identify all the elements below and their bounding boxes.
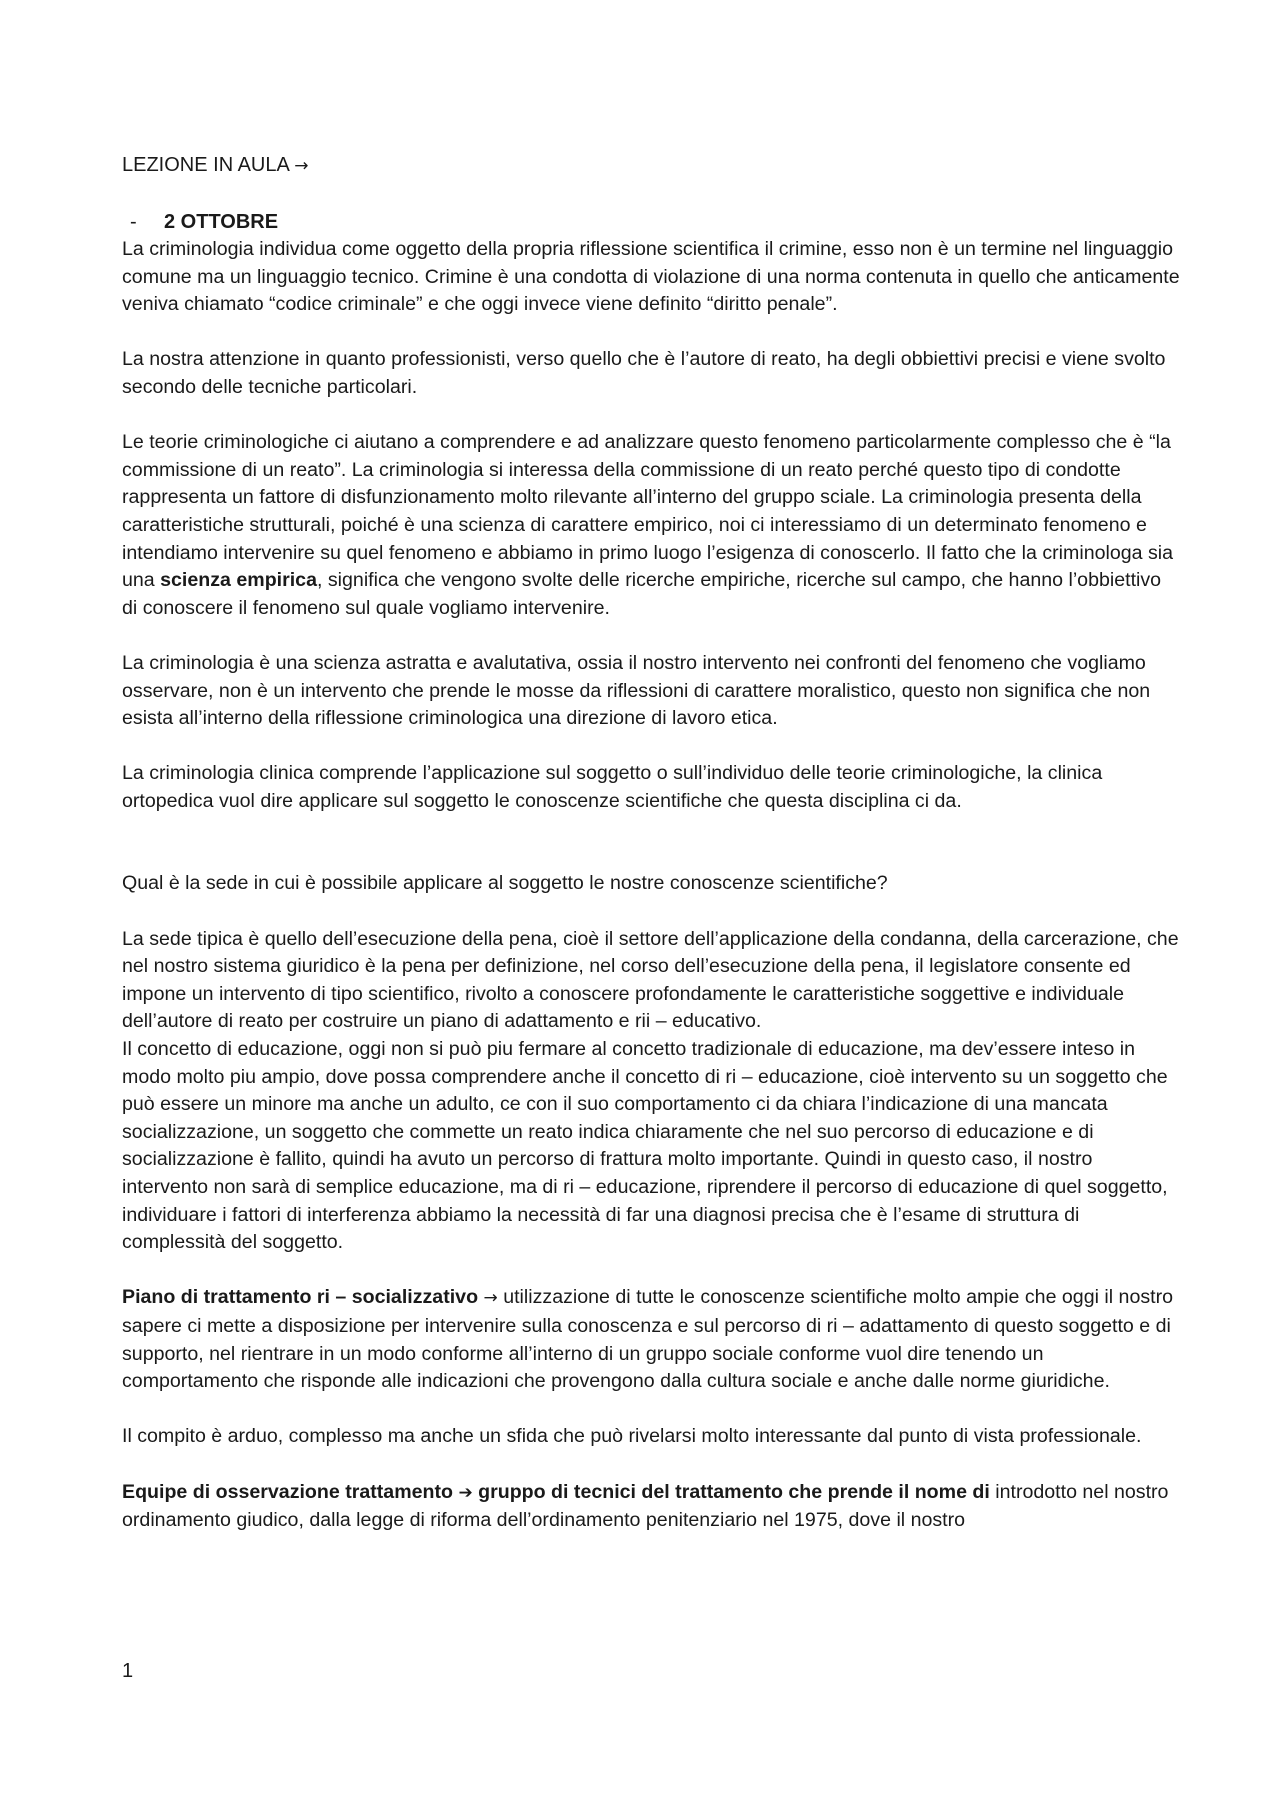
page-number: 1 — [122, 1660, 134, 1682]
paragraph-observation-team — [122, 1479, 1180, 1535]
paragraph-sentence-execution: La sede tipica è quello dell’esecuzione della pena, cioè il settore dell’applicazione della condanna, della carcerazione, che nel nostro sistema giuridico è la pena per definizione, nel corso dell’esecuzione della pena, il legislatore consente ed impone un intervento di tipo scientifico, rivolto a conoscere profondamente le caratteristiche soggettive e individuale dell’autore di reato per costruire un piano di adattamento e rii – educativo. — [122, 927, 1179, 1033]
question-paragraph: Qual è la sede in cui è possibile applicare al soggetto le nostre conoscenze scientifiche? — [122, 872, 888, 895]
bold-term-empirical-science: scienza empirica — [160, 569, 317, 592]
lesson-heading — [122, 151, 1180, 180]
paragraph-difficult-task: Il compito è arduo, complesso ma anche un sfida che può rivelarsi molto interessante dal punto di vista professionale. — [122, 1425, 1142, 1448]
paragraph-text: introdotto nel nostro ordinamento giudico, dalla legge di riforma dell’ordinamento penitenziario nel 1975, dove il nostro — [122, 1480, 1169, 1532]
paragraph-criminological-theories — [122, 429, 1180, 622]
list-bullet: - — [130, 211, 137, 233]
paragraph-treatment-plan — [122, 1284, 1180, 1395]
paragraph-education-concept: Il concetto di educazione, oggi non si può piu fermare al concetto tradizionale di educazione, ma dev’essere inteso in modo molto piu ampio, dove possa comprendere anche il concetto di ri – educazione, cioè intervento su un soggetto che può essere un minore ma anche un adulto, ce con il suo comportamento ci da chiara l’indicazione di una mancata socializzazione, un soggetto che commette un reato indica chiaramente che nel suo percorso di educazione e di socializzazione è fallito, quindi ha avuto un percorso di frattura molto importante. Quindi in questo caso, il nostro intervento non sarà di semplice educazione, ma di ri – educazione, riprendere il percorso di educazione di quel soggetto, individuare i fattori di interferenza abbiamo la necessità di far una diagnosi precisa che è l’esame di struttura di complessità del soggetto. — [122, 1038, 1168, 1254]
bold-term-observation-team: Equipe di osservazione trattamento — [122, 1480, 453, 1503]
bold-term-treatment-plan: Piano di trattamento ri – socializzativo — [122, 1286, 479, 1309]
lesson-title: LEZIONE IN AULA — [122, 154, 289, 176]
paragraph-text: utilizzazione di tutte le conoscenze scientifiche molto ampie che oggi il nostro sapere ci mette a disposizione per intervenire sulla conoscenza e sul percorso di ri – adattamento di questo soggetto e di supporto, nel rientrare in un modo conforme all’interno di un gruppo sociale conforme vuol dire tenendo un comportamento che risponde alle indicazioni che provengono dalla cultura sociale e anche dalle norme giuridiche. — [122, 1286, 1174, 1393]
paragraph-text: , significa che vengono svolte delle ricerche empiriche, ricerche sul campo, che hanno l’obbiettivo di conoscere il fenomeno sul quale vogliamo intervenire. — [122, 569, 1162, 619]
date-list-item — [122, 208, 1180, 236]
paragraph-abstract-science: La criminologia è una scienza astratta e avalutativa, ossia il nostro intervento nei confronti del fenomeno che vogliamo osservare, non è un intervento che prende le mosse da riflessioni di carattere moralistico, questo non significa che non esista all’interno della riflessione criminologica una direzione di lavoro etica. — [122, 651, 1151, 730]
paragraph-text: Le teorie criminologiche ci aiutano a comprendere e ad analizzare questo fenomeno particolarmente complesso che è “la commissione di un reato”. La criminologia si interessa della commissione di un reato perché questo tipo di condotte rappresenta un fattore di disfunzionamento molto rilevante all’interno del gruppo sciale. La criminologia presenta della caratteristiche strutturali, poiché è una scienza di carattere empirico, noi ci interessiamo di un determinato fenomeno e intendiamo intervenire su quel fenomeno e abbiamo in primo luogo l’esigenza di conoscerlo. Il fatto che la criminologa sia una — [122, 431, 1174, 592]
paragraph-criminology-object: La criminologia individua come oggetto della propria riflessione scientifica il crimine, esso non è un termine nel linguaggio comune ma un linguaggio tecnico. Crimine è una condotta di violazione di una norma contenuta in quello che anticamente veniva chiamato “codice criminale” e che oggi invece viene definito “diritto penale”. — [122, 238, 1180, 316]
bold-term-technicians-group: gruppo di tecnici del trattamento che prende il nome di — [472, 1480, 990, 1503]
date-label: 2 OTTOBRE — [164, 211, 279, 233]
paragraph-professional-attention: La nostra attenzione in quanto professionisti, verso quello che è l’autore di reato, ha degli obbiettivi precisi e viene svolto secondo delle tecniche particolari. — [122, 348, 1166, 398]
paragraph-clinical-criminology: La criminologia clinica comprende l’applicazione sul soggetto o sull’individuo delle teorie criminologiche, la clinica ortopedica vuol dire applicare sul soggetto le conoscenze scientifiche che questa disciplina ci da. — [122, 762, 1103, 812]
right-arrow-icon: → — [483, 1288, 498, 1309]
heavy-arrow-icon: ➔ — [458, 1482, 473, 1503]
right-arrow-icon: → — [294, 156, 309, 176]
